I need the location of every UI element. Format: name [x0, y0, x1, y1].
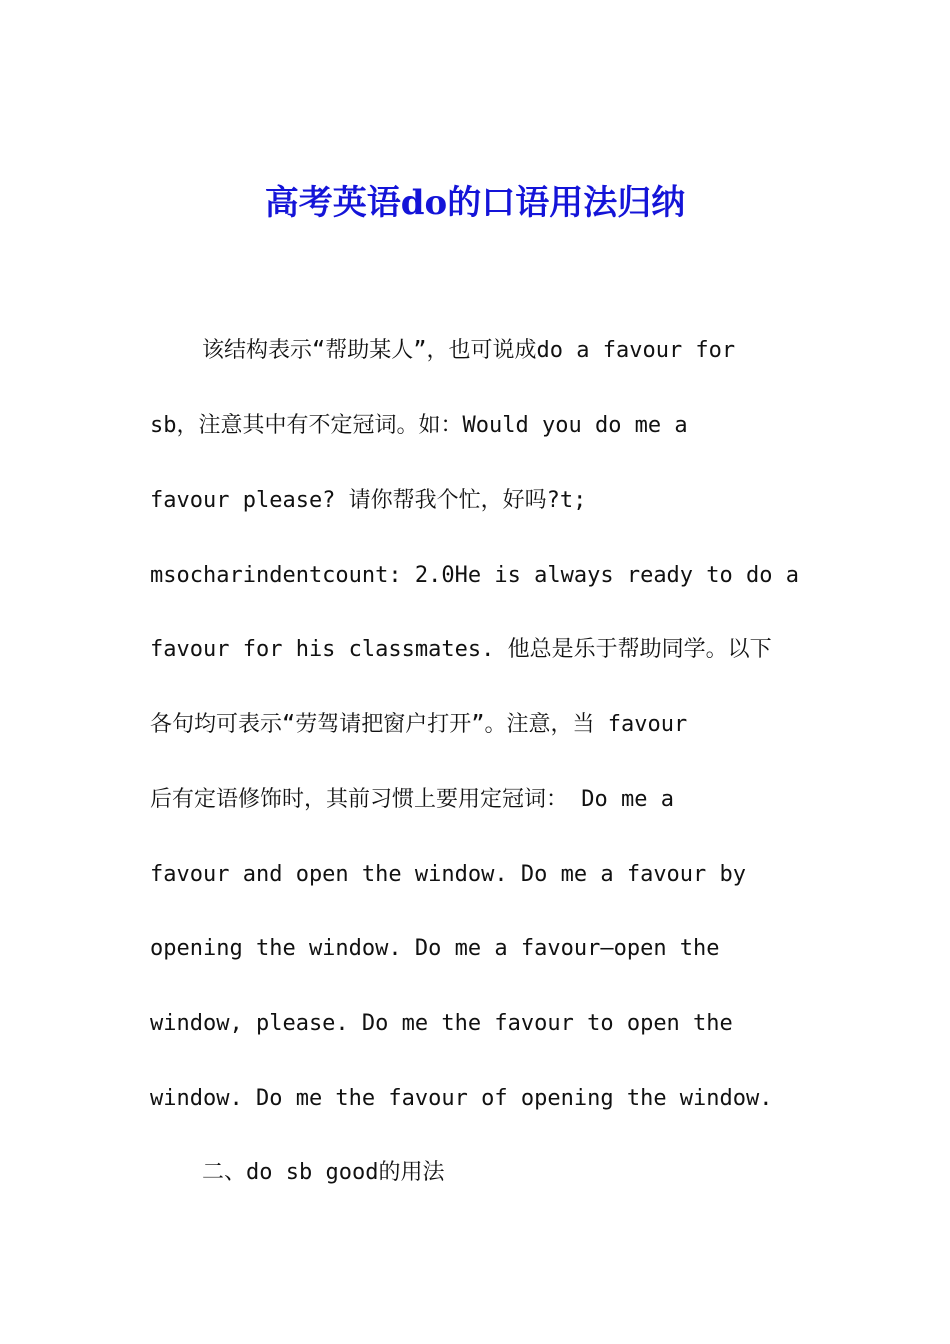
section-heading: 二、do sb good的用法: [202, 1160, 445, 1185]
paragraph-line: window. Do me the favour of opening the window.: [150, 1086, 773, 1111]
paragraph-line: window, please. Do me the favour to open the: [150, 1011, 733, 1036]
paragraph-line: 后有定语修饰时，其前习惯上要用定冠词： Do me a: [150, 787, 674, 812]
paragraph-line: msocharindentcount: 2.0He is always ready to do a: [150, 563, 800, 588]
document-title: 高考英语do的口语用法归纳: [264, 183, 686, 223]
paragraph-line: 该结构表示“帮助某人”，也可说成do a favour for: [202, 338, 736, 363]
paragraph-line: favour and open the window. Do me a favour by: [150, 862, 747, 887]
paragraph-line: favour please? 请你帮我个忙，好吗?t;: [150, 488, 587, 513]
paragraph-line: opening the window. Do me a favour—open the: [150, 936, 720, 961]
paragraph-line: favour for his classmates. 他总是乐于帮助同学。以下: [150, 637, 772, 662]
paragraph-line: sb，注意其中有不定冠词。如：Would you do me a: [150, 413, 688, 438]
paragraph-line: 各句均可表示“劳驾请把窗户打开”。注意，当 favour: [150, 712, 688, 737]
